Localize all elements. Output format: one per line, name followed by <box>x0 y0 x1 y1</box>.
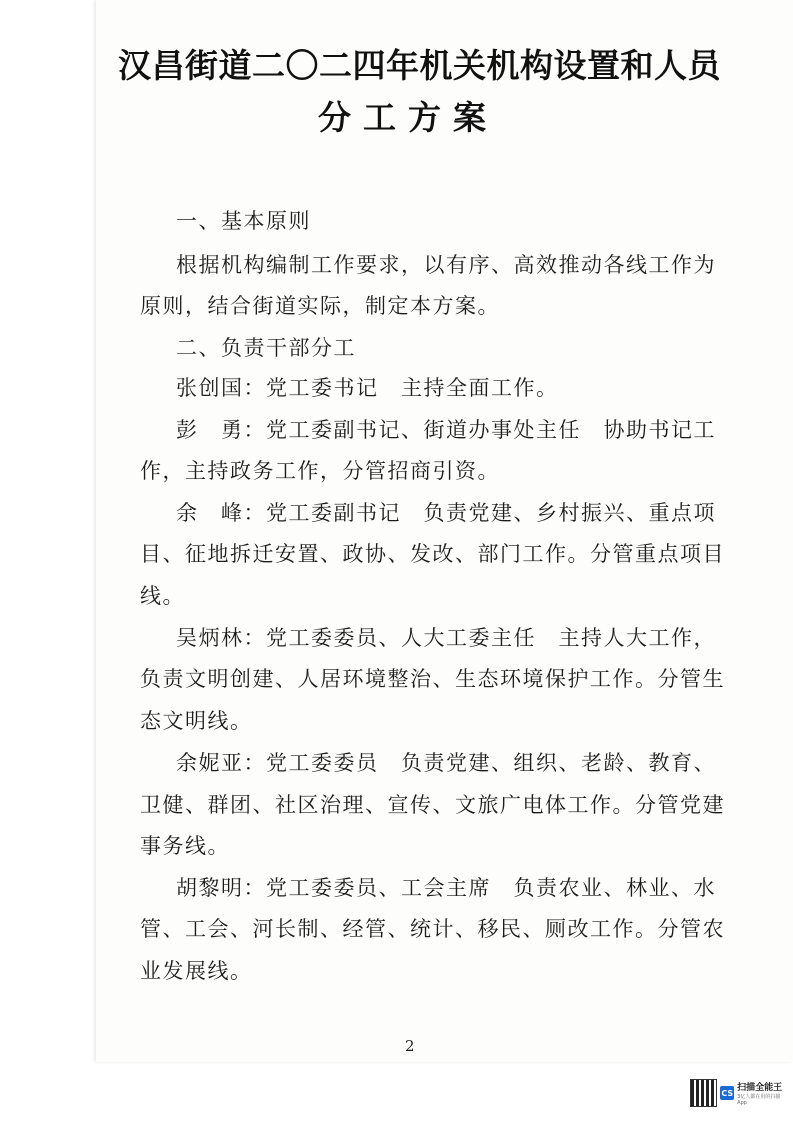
watermark-tagline: 3亿人都在用的扫描App <box>737 1094 781 1106</box>
body-line: 线。 <box>140 584 185 608</box>
body-line: 吴炳林：党工委委员、人大工委主任 主持人大工作， <box>176 626 716 650</box>
qr-code-icon <box>690 1079 717 1107</box>
body-line: 卫健、群团、社区治理、宣传、文旅广电体工作。分管党建 <box>140 793 725 817</box>
document-title-line-2: 分工方案 <box>318 98 498 137</box>
body-line: 根据机构编制工作要求，以有序、高效推动各线工作为 <box>176 253 716 277</box>
body-line: 态文明线。 <box>140 709 253 733</box>
camscanner-watermark <box>690 1078 789 1108</box>
body-line: 一、基本原则 <box>176 209 311 233</box>
body-line: 负责文明创建、人居环境整治、生态环境保护工作。分管生 <box>140 667 725 691</box>
body-line: 余妮亚：党工委委员 负责党建、组织、老龄、教育、 <box>176 751 716 775</box>
body-line: 二、负责干部分工 <box>176 336 356 360</box>
body-line: 原则，结合街道实际，制定本方案。 <box>140 294 500 318</box>
document-page <box>96 0 793 1062</box>
body-line: 目、征地拆迁安置、政协、发改、部门工作。分管重点项目 <box>140 542 725 566</box>
body-line: 管、工会、河长制、经管、统计、移民、厕改工作。分管农 <box>140 917 725 941</box>
body-line: 事务线。 <box>140 834 230 858</box>
camscanner-logo-icon: CS <box>720 1086 734 1100</box>
page-number: 2 <box>405 1037 415 1055</box>
watermark-app-name: 扫描全能王 <box>737 1083 783 1093</box>
body-line: 张创国：党工委书记 主持全面工作。 <box>176 376 559 400</box>
body-line: 彭 勇：党工委副书记、街道办事处主任 协助书记工 <box>176 418 716 442</box>
body-line: 作，主持政务工作，分管招商引资。 <box>140 459 500 483</box>
body-line: 胡黎明：党工委委员、工会主席 负责农业、林业、水 <box>176 876 716 900</box>
document-title-line-1: 汉昌街道二〇二四年机关机构设置和人员 <box>118 46 721 85</box>
body-line: 业发展线。 <box>140 959 253 983</box>
body-line: 余 峰：党工委副书记 负责党建、乡村振兴、重点项 <box>176 501 716 525</box>
